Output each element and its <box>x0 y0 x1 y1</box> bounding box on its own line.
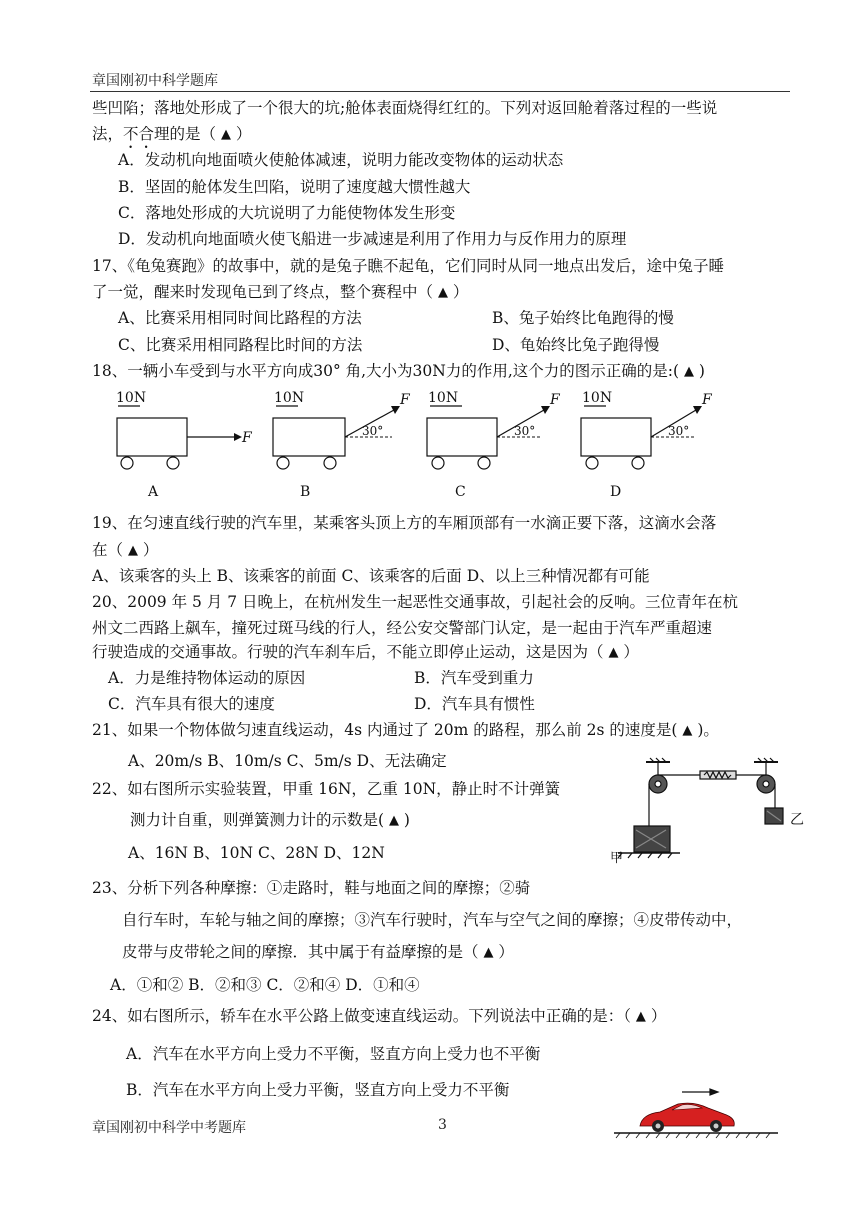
q20-line-1: 20、2009 年 5 月 7 日晚上，在杭州发生一起恶性交通事故，引起社会的反响。三位青年在杭 <box>92 593 739 611</box>
header-rule <box>90 91 790 92</box>
q20-option-d: D．汽车具有惯性 <box>414 695 535 713</box>
q24-line: 24、如右图所示，轿车在水平公路上做变速直线运动。下列说法中正确的是：（ ▲ ） <box>92 1007 667 1025</box>
q19-options: A、该乘客的头上 B、该乘客的前面 C、该乘客的后面 D、以上三种情况都有可能 <box>92 567 650 585</box>
page-footer: 章国刚初中科学中考题库 <box>92 1120 246 1136</box>
label-jia: 甲 <box>610 851 624 866</box>
q24-option-b: B．汽车在水平方向上受力平衡，竖直方向上受力不平衡 <box>126 1081 510 1099</box>
q16-option-c: C．落地处形成的大坑说明了力能使物体发生形变 <box>118 204 456 222</box>
answer-triangle-icon: ▲ <box>127 543 138 558</box>
answer-triangle-icon: ▲ <box>635 1009 646 1024</box>
q21-options: A、20m/s B、10m/s C、5m/s D、无法确定 <box>128 752 447 770</box>
answer-triangle-icon: ▲ <box>682 723 693 738</box>
q18-line: 18、一辆小车受到与水平方向成30° 角,大小为30N力的作用,这个力的图示正确的是:( ▲ ) <box>92 362 705 380</box>
cart-diagram-c <box>427 390 561 500</box>
q20-option-c: C．汽车具有很大的速度 <box>108 695 275 713</box>
q24-option-a: A．汽车在水平方向上受力不平衡，竖直方向上受力也不平衡 <box>126 1045 541 1063</box>
cart-diagram-d <box>581 390 713 500</box>
force-label: F <box>400 392 410 408</box>
q20-line-3: 行驶造成的交通事故。行驶的汽车刹车后，不能立即停止运动，这是因为（ ▲ ） <box>92 643 639 661</box>
caption-b: B <box>300 484 311 500</box>
q19-line-2: 在（ ▲ ） <box>92 541 159 559</box>
q17-line-1: 17、《龟兔赛跑》的故事中，就的是兔子瞧不起龟，它们同时从同一地点出发后，途中兔子睡 <box>92 257 724 275</box>
q19-line-1: 19、在匀速直线行驶的汽车里，某乘客头顶上方的车厢顶部有一水滴正要下落，这滴水会落 <box>92 514 717 532</box>
scale-label: 10N <box>116 390 147 406</box>
q23-line-1: 23、分析下列各种摩擦：①走路时，鞋与地面之间的摩擦；②骑 <box>92 879 531 897</box>
answer-triangle-icon: ▲ <box>220 127 231 142</box>
q16-option-a: A．发动机向地面喷火使舱体减速，说明力能改变物体的运动状态 <box>118 151 564 169</box>
q23-line-2: 自行车时，车轮与轴之间的摩擦；③汽车行驶时，汽车与空气之间的摩擦；④皮带传动中， <box>122 911 743 929</box>
answer-triangle-icon: ▲ <box>683 364 694 379</box>
label-yi: 乙 <box>790 812 804 828</box>
q20-option-b: B．汽车受到重力 <box>414 669 534 687</box>
q17-option-c: C、比赛采用相同路程比时间的方法 <box>118 336 363 354</box>
page-header: 章国刚初中科学题库 <box>92 73 218 89</box>
q16-option-b: B．坚固的舱体发生凹陷，说明了速度越大惯性越大 <box>118 178 471 196</box>
q16-option-d: D．发动机向地面喷火使飞船进一步减速是利用了作用力与反作用力的原理 <box>118 230 627 248</box>
force-label: F <box>242 430 252 446</box>
caption-c: C <box>455 484 466 500</box>
q22-line-1: 22、如右图所示实验装置，甲重 16N，乙重 10N，静止时不计弹簧 <box>92 780 561 798</box>
angle-label: 30° <box>668 424 690 438</box>
caption-d: D <box>610 484 622 500</box>
pulley-figure <box>608 756 808 866</box>
scale-label: 10N <box>274 390 305 406</box>
q17-option-a: A、比赛采用相同时间比路程的方法 <box>118 309 362 327</box>
page-number: 3 <box>438 1117 447 1133</box>
q17-option-b: B、兔子始终比龟跑得的慢 <box>492 309 674 327</box>
answer-triangle-icon: ▲ <box>483 945 494 960</box>
cart-diagram-b <box>273 390 411 500</box>
cart-force-figure <box>100 386 740 506</box>
answer-triangle-icon: ▲ <box>437 285 448 300</box>
q17-option-d: D、龟始终比兔子跑得慢 <box>492 336 660 354</box>
force-label: F <box>702 392 712 408</box>
q20-line-2: 州文二西路上飙车，撞死过斑马线的行人，经公安交警部门认定，是一起由于汽车严重超速 <box>92 619 713 637</box>
scale-label: 10N <box>582 390 613 406</box>
angle-label: 30° <box>514 424 536 438</box>
answer-triangle-icon: ▲ <box>388 813 399 828</box>
q16-line-2: 法，不合理的是（ ▲ ） <box>92 125 252 143</box>
q16-line-1: 些凹陷；落地处形成了一个很大的坑;舱体表面烧得红红的。下列对返回舱着落过程的一些说 <box>92 99 718 117</box>
q23-line-3: 皮带与皮带轮之间的摩擦．其中属于有益摩擦的是（ ▲ ） <box>122 943 514 961</box>
angle-label: 30° <box>362 424 384 438</box>
answer-triangle-icon: ▲ <box>608 645 619 660</box>
caption-a: A <box>148 484 159 500</box>
q23-options: A．①和② B．②和③ C．②和④ D．①和④ <box>110 976 420 994</box>
q22-options: A、16N B、10N C、28N D、12N <box>128 844 385 862</box>
scale-label: 10N <box>428 390 459 406</box>
q21-line: 21、如果一个物体做匀速直线运动，4s 内通过了 20m 的路程，那么前 2s 的速度是( ▲ )。 <box>92 721 719 739</box>
emphasis-text: 不合 <box>123 125 155 143</box>
force-label: F <box>550 392 560 408</box>
q22-line-2: 测力计自重，则弹簧测力计的示数是( ▲ ) <box>130 811 410 829</box>
cart-diagram-a <box>116 390 253 500</box>
car-figure <box>612 1088 780 1140</box>
q17-line-2: 了一觉，醒来时发现龟已到了终点，整个赛程中（ ▲ ） <box>92 283 469 301</box>
q20-option-a: A．力是维持物体运动的原因 <box>108 669 306 687</box>
